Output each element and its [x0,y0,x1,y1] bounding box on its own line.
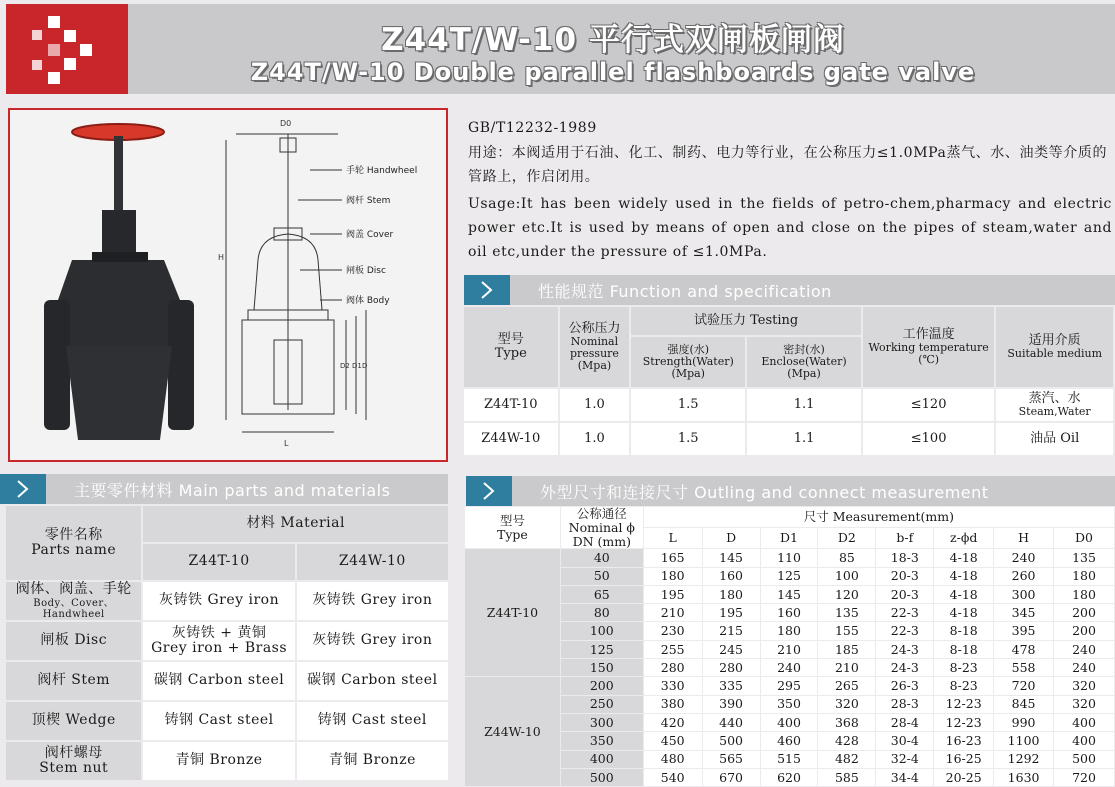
table-row [465,713,1115,731]
label-d0: D0 [280,119,292,128]
table-cell: 350 [760,695,818,713]
table-cell: 210 [818,659,876,677]
table-cell: 300 [994,585,1054,603]
table-cell: 210 [760,640,818,658]
table-cell: 180 [760,622,818,640]
table-row [465,659,1115,677]
table-cell: 120 [818,585,876,603]
table-cell: 180 [643,567,702,585]
table-cell: 460 [760,732,818,750]
table-row [465,695,1115,713]
type-group: Z44T-10 [465,549,561,677]
table-cell: 845 [994,695,1054,713]
table-row [465,567,1115,585]
table-row: 阀体、阀盖、手轮 Body、Cover、Handwheel 灰铸铁 Grey iron 灰铸铁 Grey iron [5,581,449,621]
table-cell: 1100 [994,732,1054,750]
function-table [462,305,1115,457]
table-row: 顶楔 Wedge 铸钢 Cast steel 铸钢 Cast steel [5,701,449,741]
table-cell: 428 [818,732,876,750]
table-cell: 125 [560,640,643,658]
table-cell: 4-18 [934,604,994,622]
table-cell: 135 [818,604,876,622]
table-cell: 210 [643,604,702,622]
th-col-7: D0 [1054,527,1115,549]
label-d: D [362,362,368,370]
table-cell: 24-3 [876,659,934,677]
table-cell: 500 [1054,750,1115,768]
th-col-2: D1 [760,527,818,549]
th-nominal: 公称压力 Nominal pressure (Mpa) [559,306,631,388]
th-z44t: Z44T-10 [142,543,295,581]
table-cell: 165 [643,549,702,567]
page-title-en: Z44T/W-10 Double parallel flashboards gate valve [250,58,976,86]
table-cell: 8-23 [934,659,994,677]
table-cell: 478 [994,640,1054,658]
table-cell: 500 [560,768,643,786]
section-title-parts: 主要零件材料 Main parts and materials [74,481,391,500]
table-cell: 155 [818,622,876,640]
table-cell: 135 [1054,549,1115,567]
label-stem: 阀杆 Stem [346,196,391,206]
table-cell: 240 [994,549,1054,567]
table-cell: 250 [560,695,643,713]
table-cell: 26-3 [876,677,934,695]
table-cell: 395 [994,622,1054,640]
table-row [465,768,1115,786]
table-cell: 620 [760,768,818,786]
chevron-logo-icon [6,4,128,94]
table-cell: 4-18 [934,585,994,603]
table-cell: 280 [702,659,760,677]
label-disc: 闸板 Disc [346,266,386,276]
parts-table [4,504,450,782]
table-row [465,585,1115,603]
technical-drawing [226,134,366,432]
usage-cn: 用途：本阀适用于石油、化工、制药、电力等行业，在公称压力≤1.0MPa蒸气、水、油类等介质的管路上，作启闭用。 [468,145,1108,185]
table-cell: 12-23 [934,713,994,731]
table-cell: 265 [818,677,876,695]
section-measurement [466,476,1115,506]
table-row: Z44T-10 1.0 1.5 1.1 ≤120 蒸汽、水 Steam,Water [463,388,1114,422]
table-cell: 280 [643,659,702,677]
section-title-measurement: 外型尺寸和连接尺寸 Outling and connect measurement [540,483,989,502]
table-cell: 540 [643,768,702,786]
label-l: L [284,439,289,448]
th-col-4: b-f [876,527,934,549]
table-cell: 300 [560,713,643,731]
table-cell: 1292 [994,750,1054,768]
table-cell: 16-23 [934,732,994,750]
th-meas-type: 型号 Type [465,507,561,549]
table-cell: 320 [1054,695,1115,713]
section-parts [0,474,448,504]
table-cell: 160 [702,567,760,585]
table-cell: 500 [702,732,760,750]
label-d1: D1 [352,362,362,370]
table-cell: 30-4 [876,732,934,750]
th-dn: 公称通径 Nominal ϕ DN (mm) [560,507,643,549]
table-cell: 28-3 [876,695,934,713]
table-cell: 80 [560,604,643,622]
table-row [465,622,1115,640]
table-cell: 8-18 [934,640,994,658]
table-row [465,732,1115,750]
table-cell: 20-25 [934,768,994,786]
table-cell: 65 [560,585,643,603]
table-cell: 255 [643,640,702,658]
table-cell: 195 [643,585,702,603]
table-cell: 180 [1054,567,1115,585]
table-cell: 990 [994,713,1054,731]
label-h: H [218,253,225,262]
th-medium: 适用介质 Suitable medium [995,306,1114,388]
table-cell: 380 [643,695,702,713]
table-cell: 100 [818,567,876,585]
table-cell: 12-23 [934,695,994,713]
table-row: 阀杆螺母 Stem nut 青铜 Bronze 青铜 Bronze [5,741,449,781]
th-z44w: Z44W-10 [296,543,449,581]
table-cell: 350 [560,732,643,750]
table-cell: 160 [760,604,818,622]
label-d2: D2 [340,362,350,370]
chevron-right-icon [0,474,46,504]
table-cell: 400 [1054,713,1115,731]
table-cell: 125 [760,567,818,585]
table-cell: 32-4 [876,750,934,768]
table-cell: 670 [702,768,760,786]
table-row [465,677,1115,695]
table-cell: 390 [702,695,760,713]
th-col-6: H [994,527,1054,549]
valve-image-panel [8,108,448,462]
table-cell: 482 [818,750,876,768]
table-cell: 200 [560,677,643,695]
th-col-1: D [702,527,760,549]
table-cell: 215 [702,622,760,640]
table-cell: 50 [560,567,643,585]
table-cell: 145 [702,549,760,567]
table-cell: 18-3 [876,549,934,567]
valve-photo [44,124,194,440]
table-cell: 400 [760,713,818,731]
th-enclose: 密封(水) Enclose(Water) (Mpa) [746,336,862,388]
table-cell: 320 [1054,677,1115,695]
table-cell: 368 [818,713,876,731]
table-cell: 400 [1054,732,1115,750]
table-cell: 720 [1054,768,1115,786]
table-cell: 335 [702,677,760,695]
table-cell: 20-3 [876,585,934,603]
table-cell: 450 [643,732,702,750]
th-col-5: z-ϕd [934,527,994,549]
table-cell: 230 [643,622,702,640]
table-cell: 558 [994,659,1054,677]
table-cell: 440 [702,713,760,731]
table-cell: 345 [994,604,1054,622]
table-cell: 720 [994,677,1054,695]
table-cell: 28-4 [876,713,934,731]
table-cell: 195 [702,604,760,622]
label-handwheel: 手轮 Handwheel [346,166,418,176]
table-cell: 16-25 [934,750,994,768]
table-cell: 260 [994,567,1054,585]
th-strength: 强度(水) Strength(Water) (Mpa) [630,336,746,388]
table-cell: 180 [702,585,760,603]
table-cell: 245 [702,640,760,658]
table-cell: 515 [760,750,818,768]
th-part-name: 零件名称 Parts name [5,505,142,581]
standard-code: GB/T12232-1989 [468,120,597,136]
table-row: Z44W-10 1.0 1.5 1.1 ≤100 油品 Oil [463,422,1114,456]
table-cell: 100 [560,622,643,640]
table-cell: 320 [818,695,876,713]
table-cell: 20-3 [876,567,934,585]
table-row: 阀杆 Stem 碳钢 Carbon steel 碳钢 Carbon steel [5,661,449,701]
th-material: 材料 Material [142,505,449,543]
table-cell: 150 [560,659,643,677]
label-body: 阀体 Body [346,296,390,306]
table-cell: 240 [760,659,818,677]
table-cell: 1630 [994,768,1054,786]
table-cell: 420 [643,713,702,731]
table-cell: 40 [560,549,643,567]
table-cell: 4-18 [934,549,994,567]
table-cell: 585 [818,768,876,786]
header-logo [6,4,128,94]
table-cell: 565 [702,750,760,768]
table-cell: 200 [1054,622,1115,640]
th-temp: 工作温度 Working temperature (℃) [862,306,995,388]
th-type: 型号 Type [463,306,559,388]
table-row [465,750,1115,768]
th-measurement: 尺寸 Measurement(mm) [643,507,1114,528]
chevron-right-icon [464,275,510,305]
table-row [465,640,1115,658]
valve-drawing [10,110,446,460]
table-cell: 22-3 [876,622,934,640]
table-cell: 400 [560,750,643,768]
table-cell: 185 [818,640,876,658]
table-cell: 34-4 [876,768,934,786]
table-cell: 22-3 [876,604,934,622]
page-title-cn: Z44T/W-10 平行式双闸板闸阀 [381,22,845,58]
table-cell: 145 [760,585,818,603]
section-title-function: 性能规范 Function and specification [538,282,832,301]
table-cell: 240 [1054,659,1115,677]
type-group: Z44W-10 [465,677,561,787]
th-col-3: D2 [818,527,876,549]
th-col-0: L [643,527,702,549]
table-cell: 8-18 [934,622,994,640]
th-testing: 试验压力 Testing [630,306,862,336]
table-cell: 240 [1054,640,1115,658]
table-cell: 110 [760,549,818,567]
table-cell: 180 [1054,585,1115,603]
table-row [465,604,1115,622]
table-cell: 330 [643,677,702,695]
chevron-right-icon [466,476,512,506]
section-function [464,275,1115,305]
table-cell: 4-18 [934,567,994,585]
table-cell: 200 [1054,604,1115,622]
table-cell: 8-23 [934,677,994,695]
table-row: 闸板 Disc 灰铸铁 + 黄铜 Grey iron + Brass 灰铸铁 Grey iron [5,621,449,661]
table-row [465,549,1115,567]
table-cell: 24-3 [876,640,934,658]
table-cell: 480 [643,750,702,768]
table-cell: 295 [760,677,818,695]
measurement-table [464,506,1115,787]
label-cover: 阀盖 Cover [346,230,394,240]
table-cell: 85 [818,549,876,567]
usage-en: Usage:It has been widely used in the fields of petro-chem,pharmacy and electric power etc.It is used by means of open and close on the pipes of steam,water and oil etc,under the pressure of ≤1.0MPa. [468,196,1112,260]
